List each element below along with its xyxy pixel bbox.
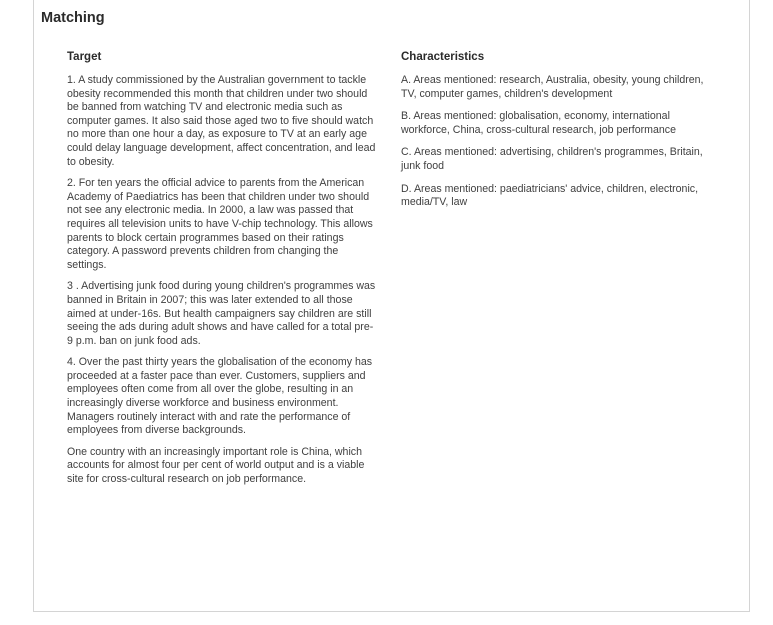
target-paragraph-3: 3 . Advertising junk food during young children's programmes was banned in Britain in 2007; this was later extended to all those aimed at under-16s. But health campaigners say children are still seeing the ads during adult shows and have called for a total pre-9 p.m. ban on junk food ads. [67,280,376,347]
target-paragraph-4: 4. Over the past thirty years the globalisation of the economy has proceeded at a faster pace than ever. Customers, suppliers and employees often come from all over the globe, resulting in an increasingly diverse workforce and business environment. Managers routinely interact with and rate the performance of employees from diverse backgrounds. [67,356,373,437]
characteristic-c: C. Areas mentioned: advertising, children's programmes, Britain, junk food [401,146,703,172]
section-heading: Matching [41,10,105,26]
target-paragraph-5: One country with an increasingly important role is China, which accounts for almost four per cent of world output and is a viable site for cross-cultural research on job performance. [67,445,365,486]
characteristic-b: B. Areas mentioned: globalisation, economy, international workforce, China, cross-cultural research, job performance [401,110,676,136]
target-column [67,51,379,495]
characteristics-title: Characteristics [401,51,485,63]
matching-panel [33,0,750,612]
target-title: Target [67,51,102,63]
target-paragraph-1: 1. A study commissioned by the Australian government to tackle obesity recommended this month that children under two should be banned from watching TV and electronic media such as computer games. It also said those aged two to five should watch no more than one hour a day, as exposure to TV at an early age could delay language development, affect concentration, and lead to obesity. [67,74,376,168]
characteristic-a: A. Areas mentioned: research, Australia, obesity, young children, TV, computer games, children's development [401,74,704,100]
characteristics-column [401,51,711,219]
characteristic-d: D. Areas mentioned: paediatricians' advice, children, electronic, media/TV, law [401,182,699,209]
target-paragraph-2: 2. For ten years the official advice to parents from the American Academy of Paediatrics has been that children under two should not see any electronic media. In 2000, a law was passed that requires all television units to have V-chip technology. This allows parents to block certain programmes based on their ratings category. A password prevents children from changing the settings. [67,177,373,271]
